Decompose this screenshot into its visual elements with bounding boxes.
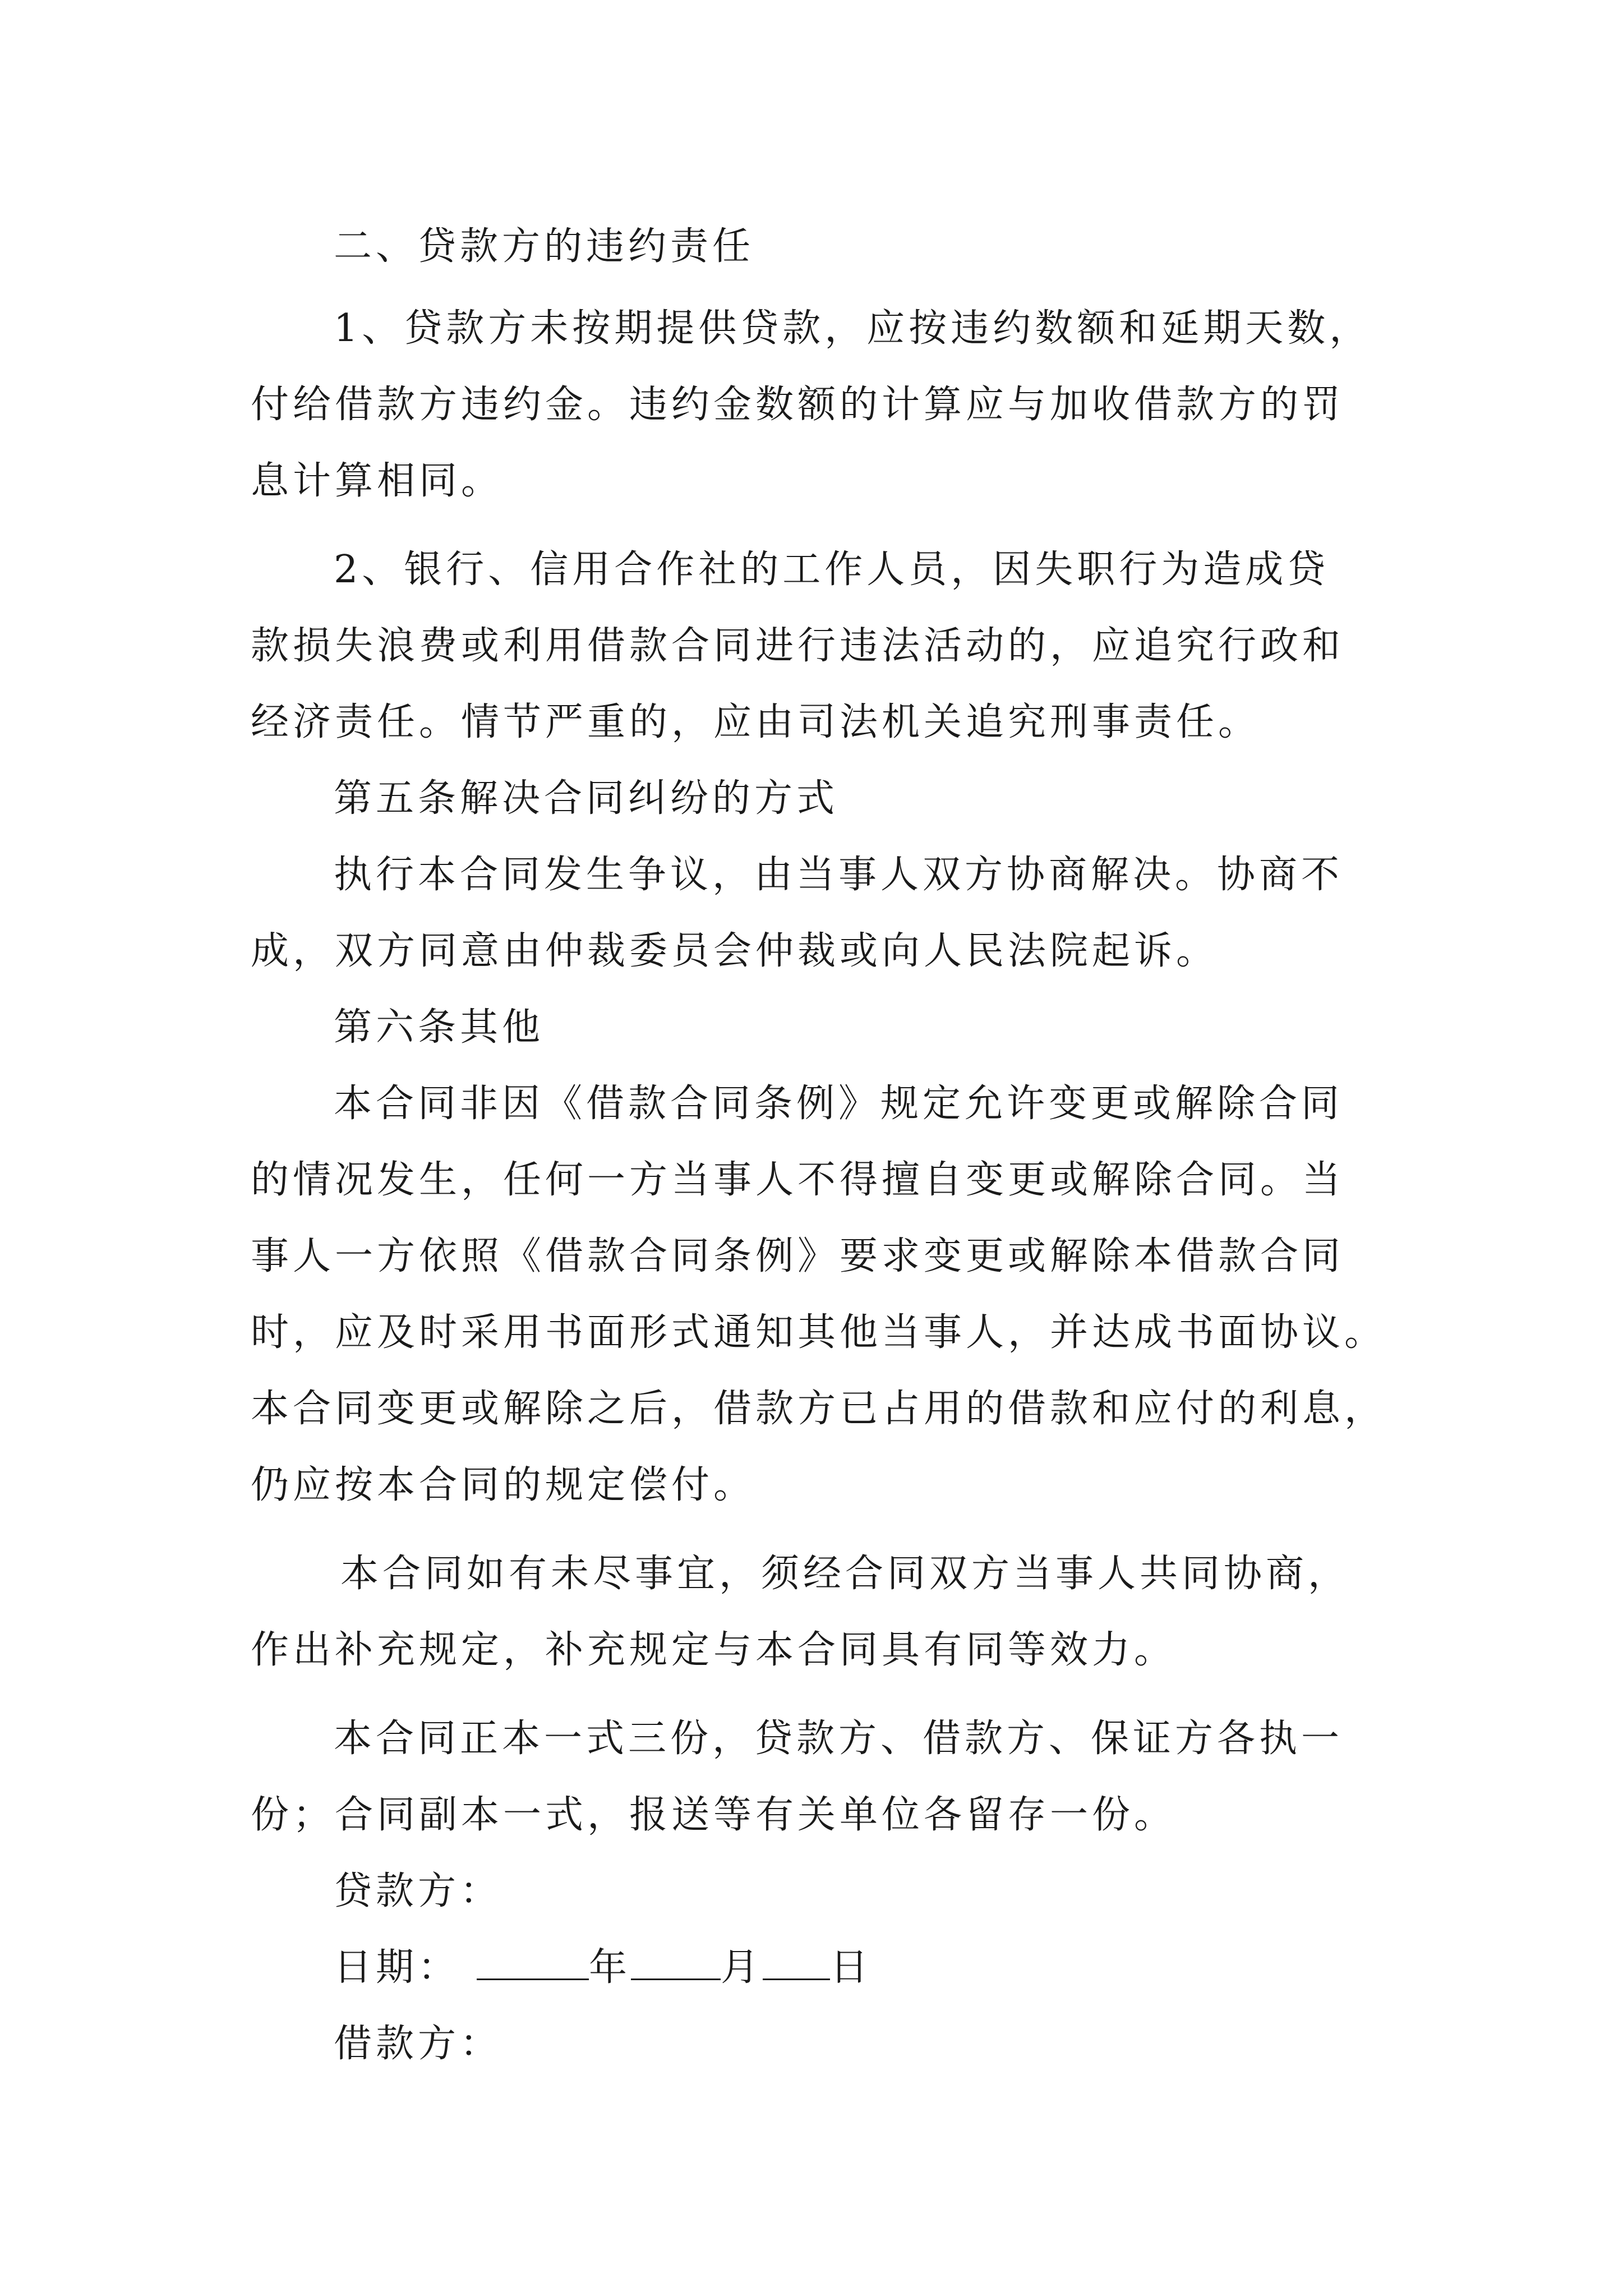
date-line bbox=[251, 1930, 1395, 2006]
day-blank[interactable] bbox=[763, 1943, 830, 1980]
article-6-line-3: 事人一方依照《借款合同条例》要求变更或解除本借款合同 bbox=[251, 1234, 1345, 1278]
year-blank[interactable] bbox=[477, 1943, 589, 1980]
clause-1-line-3: 息计算相同。 bbox=[251, 459, 504, 503]
year-label: 年 bbox=[589, 1945, 631, 1990]
article-6-line-5: 本合同变更或解除之后，借款方已占用的借款和应付的利息， bbox=[251, 1387, 1387, 1431]
contract-text bbox=[251, 209, 1395, 2082]
article-5-line-1: 执行本合同发生争议，由当事人双方协商解决。协商不 bbox=[334, 853, 1344, 897]
article-6-heading: 第六条其他 bbox=[334, 1005, 545, 1050]
date-label: 日期： bbox=[334, 1945, 460, 1990]
clause-1-line-1: 1、贷款方未按期提供贷款，应按违约数额和延期天数， bbox=[334, 306, 1372, 351]
supplement-line-1: 本合同如有未尽事宜，须经合同双方当事人共同协商， bbox=[340, 1552, 1350, 1596]
article-5-line-2: 成，双方同意由仲裁委员会仲裁或向人民法院起诉。 bbox=[251, 929, 1219, 973]
month-blank[interactable] bbox=[631, 1943, 721, 1980]
month-label: 月 bbox=[721, 1945, 763, 1990]
clause-1-line-2: 付给借款方违约金。违约金数额的计算应与加收借款方的罚 bbox=[251, 383, 1345, 427]
clause-2-line-2: 款损失浪费或利用借款合同进行违法活动的，应追究行政和 bbox=[251, 624, 1345, 668]
borrower-signature-label: 借款方： bbox=[334, 2022, 502, 2066]
copies-line-2: 份；合同副本一式，报送等有关单位各留存一份。 bbox=[251, 1793, 1177, 1837]
clause-2-line-1: 2、银行、信用合作社的工作人员，因失职行为造成贷 bbox=[334, 547, 1330, 592]
article-6-line-2: 的情况发生，任何一方当事人不得擅自变更或解除合同。当 bbox=[251, 1158, 1345, 1202]
supplement-line-2: 作出补充规定，补充规定与本合同具有同等效力。 bbox=[251, 1628, 1177, 1672]
section-liability-heading: 二、贷款方的违约责任 bbox=[334, 224, 755, 269]
article-6-line-6: 仍应按本合同的规定偿付。 bbox=[251, 1463, 756, 1507]
article-5-heading: 第五条解决合同纠纷的方式 bbox=[334, 776, 839, 821]
day-label: 日 bbox=[830, 1945, 873, 1990]
article-6-line-1: 本合同非因《借款合同条例》规定允许变更或解除合同 bbox=[334, 1082, 1344, 1126]
lender-signature-label: 贷款方： bbox=[334, 1869, 502, 1913]
clause-2-line-3: 经济责任。情节严重的，应由司法机关追究刑事责任。 bbox=[251, 700, 1261, 744]
article-6-line-4: 时，应及时采用书面形式通知其他当事人，并达成书面协议。 bbox=[251, 1310, 1387, 1355]
copies-line-1: 本合同正本一式三份，贷款方、借款方、保证方各执一 bbox=[334, 1717, 1344, 1761]
